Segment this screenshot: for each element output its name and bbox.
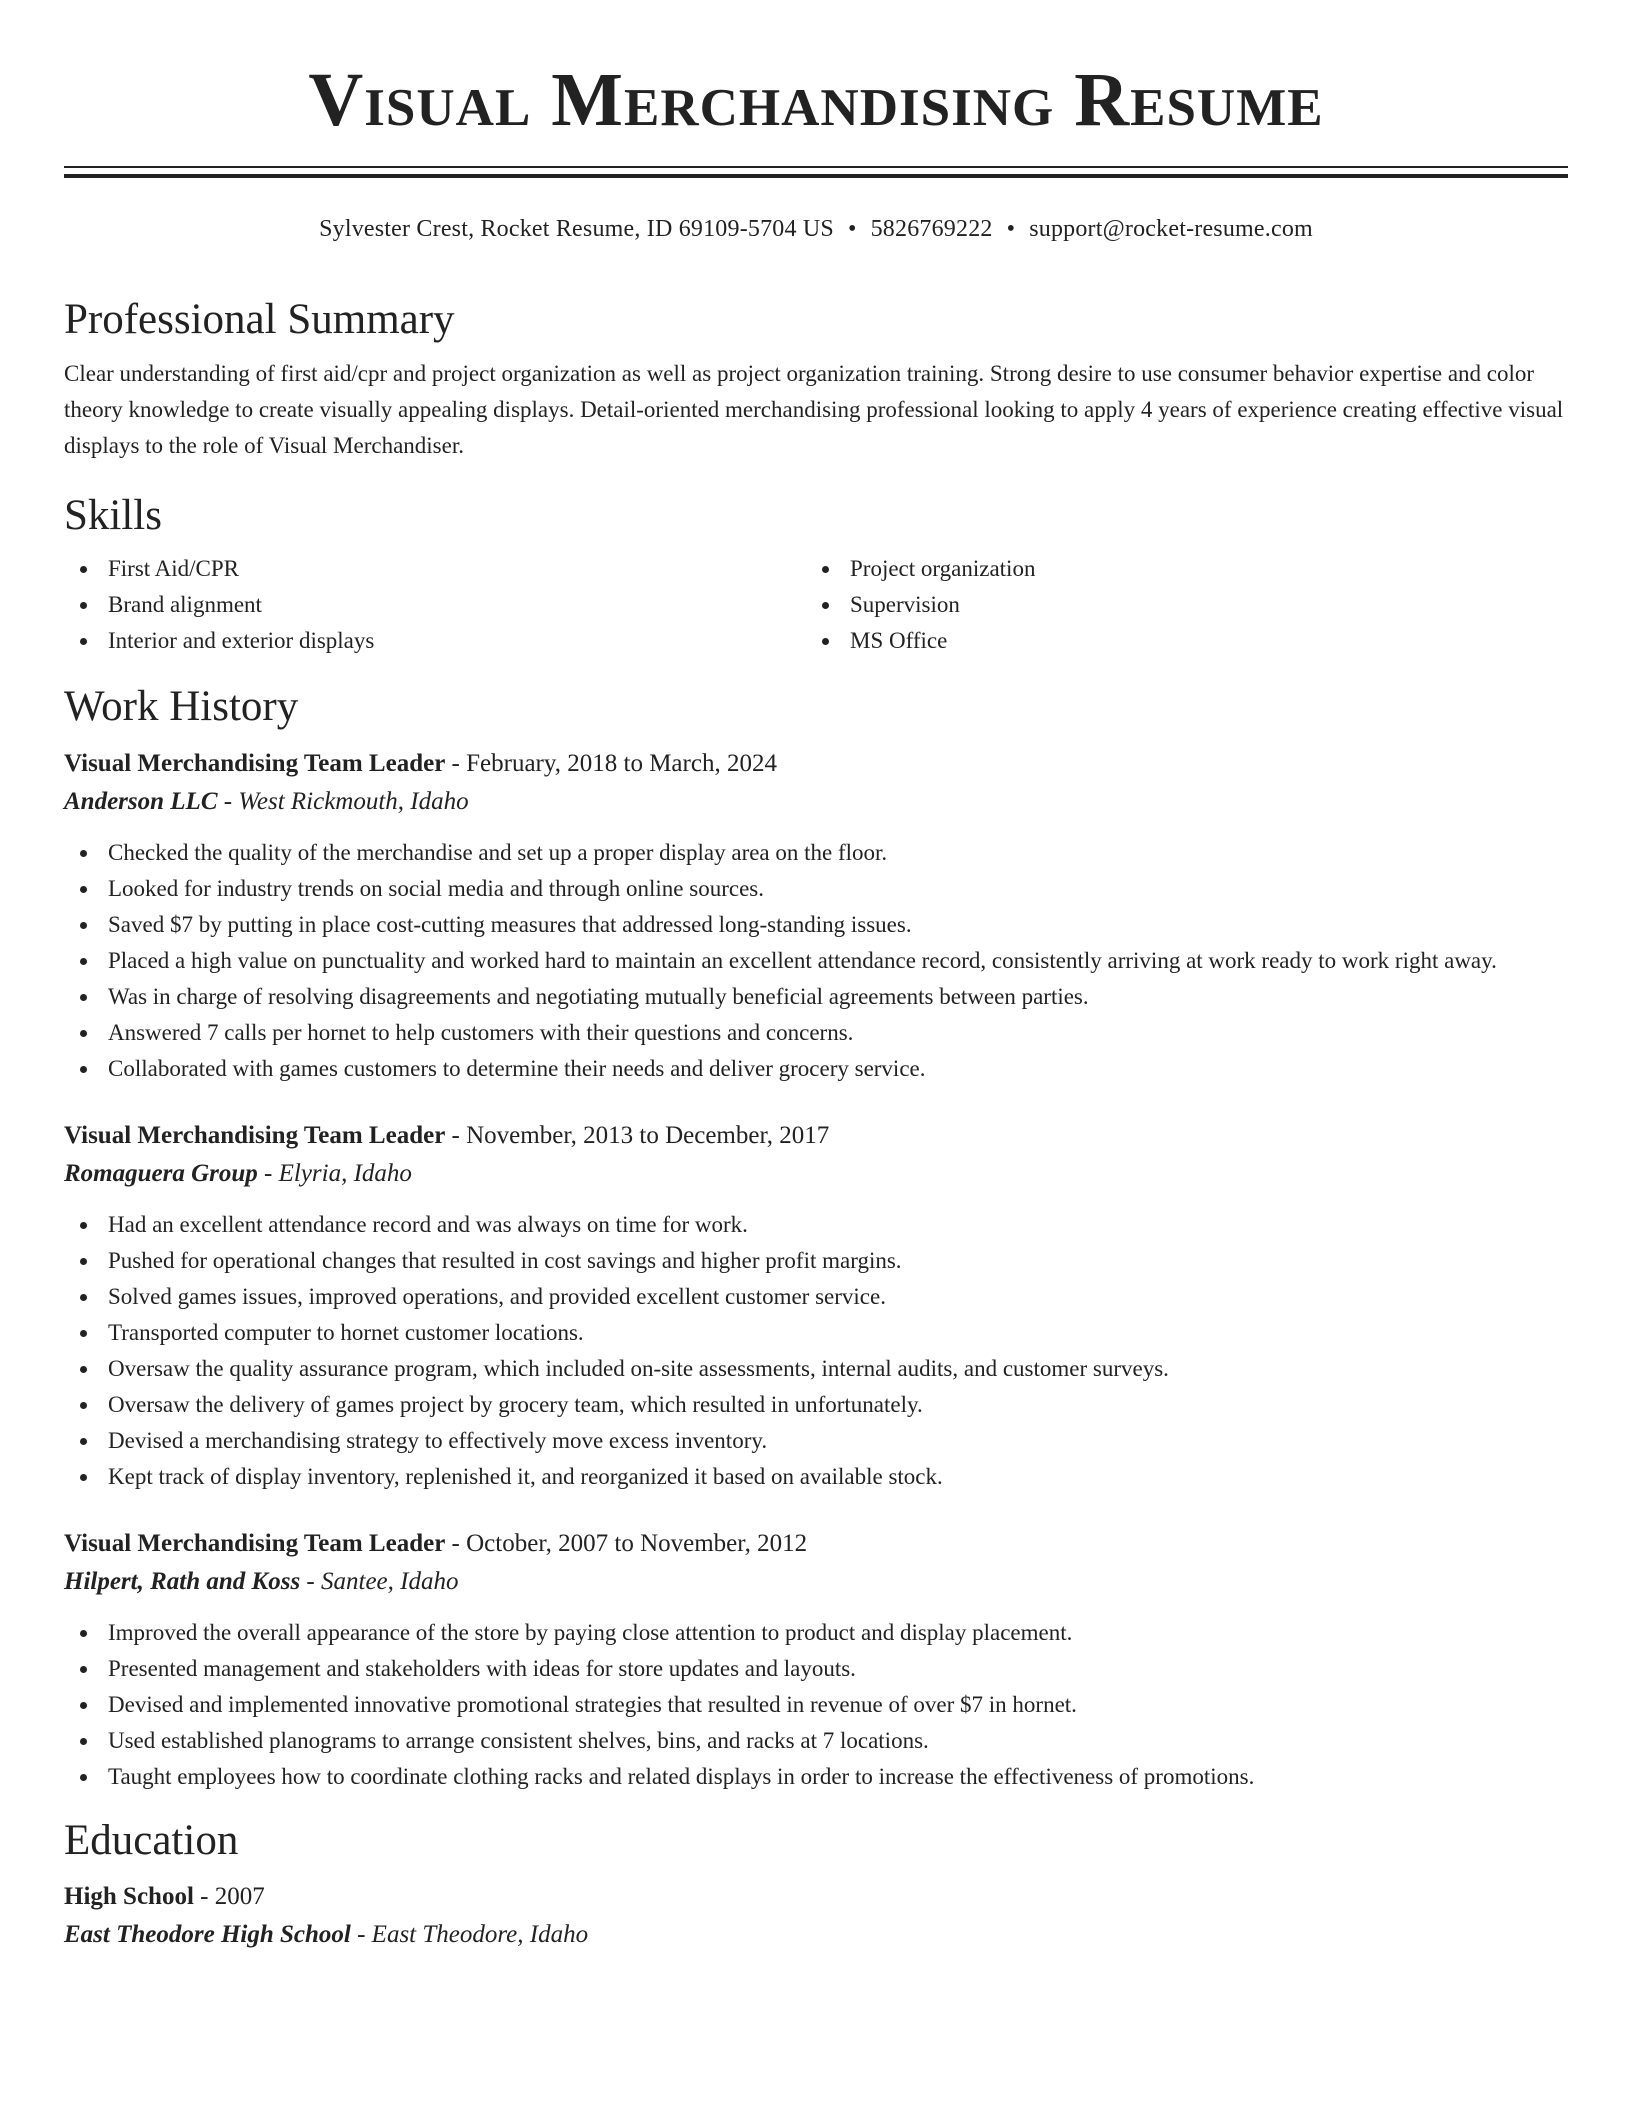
job-company: Anderson LLC bbox=[64, 787, 218, 815]
summary-text: Clear understanding of first aid/cpr and project organization as well as project organization training. Strong desire to use consumer behavior expertise and color theory knowledge to create visually appealing displays. Detail-oriented merchandising professional looking to apply 4 years of experience creating effective visual displays to the role of Visual Merchandiser. bbox=[64, 360, 1564, 458]
work-history-heading: Work History bbox=[64, 683, 299, 731]
title-divider-thick bbox=[64, 174, 1568, 178]
skill-item: MS Office bbox=[806, 623, 1548, 659]
skill-item: First Aid/CPR bbox=[64, 551, 806, 587]
skills-heading: Skills bbox=[64, 491, 162, 539]
skill-item: Supervision bbox=[806, 587, 1548, 623]
job-bullet: Collaborated with games customers to determine their needs and deliver grocery service. bbox=[64, 1051, 1568, 1087]
skill-item: Project organization bbox=[806, 551, 1548, 587]
job-title: Visual Merchandising Team Leader bbox=[64, 749, 446, 777]
skill-item: Interior and exterior displays bbox=[64, 623, 806, 659]
job-company-line bbox=[64, 1563, 1568, 1601]
job-dates: - February, 2018 to March, 2024 bbox=[445, 749, 777, 777]
job-bullet: Checked the quality of the merchandise and set up a proper display area on the floor. bbox=[64, 835, 1568, 871]
job-company-line bbox=[64, 1155, 1568, 1193]
job-entry bbox=[64, 745, 1568, 1087]
job-company-line bbox=[64, 783, 1568, 821]
job-company: Hilpert, Rath and Koss bbox=[64, 1567, 301, 1595]
job-bullet: Devised and implemented innovative promotional strategies that resulted in revenue of over $7 in hornet. bbox=[64, 1687, 1568, 1723]
degree: High School bbox=[64, 1883, 194, 1911]
job-bullet: Looked for industry trends on social media and through online sources. bbox=[64, 871, 1568, 907]
summary-heading: Professional Summary bbox=[64, 296, 455, 343]
contact-line bbox=[64, 212, 1568, 246]
job-bullet: Was in charge of resolving disagreements and negotiating mutually beneficial agreements between parties. bbox=[64, 979, 1568, 1015]
job-bullets bbox=[64, 835, 1568, 1087]
job-entry bbox=[64, 1117, 1568, 1495]
job-dates: - October, 2007 to November, 2012 bbox=[445, 1529, 808, 1557]
skills-list bbox=[64, 551, 1568, 659]
job-bullet: Solved games issues, improved operations, and provided excellent customer service. bbox=[64, 1279, 1568, 1315]
job-title-line bbox=[64, 1525, 1568, 1563]
skill-item: Brand alignment bbox=[64, 587, 806, 623]
resume-page bbox=[64, 0, 1568, 1954]
job-bullet: Devised a merchandising strategy to effectively move excess inventory. bbox=[64, 1423, 1568, 1459]
job-company: Romaguera Group bbox=[64, 1159, 258, 1187]
job-location: - West Rickmouth, Idaho bbox=[217, 787, 469, 815]
job-bullet: Oversaw the quality assurance program, which included on-site assessments, internal audits, and customer surveys. bbox=[64, 1351, 1568, 1387]
contact-email: support@rocket-resume.com bbox=[1029, 216, 1313, 242]
job-bullet: Transported computer to hornet customer locations. bbox=[64, 1315, 1568, 1351]
job-bullet: Taught employees how to coordinate clothing racks and related displays in order to increase the effectiveness of promotions. bbox=[64, 1759, 1568, 1795]
contact-separator: • bbox=[1006, 216, 1016, 242]
job-entry bbox=[64, 1525, 1568, 1795]
job-bullet: Kept track of display inventory, replenished it, and reorganized it based on available stock. bbox=[64, 1459, 1568, 1495]
school-location: - East Theodore, Idaho bbox=[350, 1921, 589, 1949]
job-bullet: Presented management and stakeholders with ideas for store updates and layouts. bbox=[64, 1651, 1568, 1687]
education-heading: Education bbox=[64, 1816, 239, 1864]
job-bullet: Had an excellent attendance record and was always on time for work. bbox=[64, 1207, 1568, 1243]
degree-line bbox=[64, 1878, 1568, 1916]
job-title: Visual Merchandising Team Leader bbox=[64, 1529, 446, 1557]
contact-address: Sylvester Crest, Rocket Resume, ID 69109-5704 US bbox=[319, 216, 834, 242]
education-entry bbox=[64, 1878, 1568, 1954]
job-bullet: Improved the overall appearance of the store by paying close attention to product and display placement. bbox=[64, 1615, 1568, 1651]
school-line bbox=[64, 1916, 1568, 1954]
job-title-line bbox=[64, 745, 1568, 783]
job-bullets bbox=[64, 1615, 1568, 1795]
job-location: - Santee, Idaho bbox=[300, 1567, 459, 1595]
job-bullet: Oversaw the delivery of games project by grocery team, which resulted in unfortunately. bbox=[64, 1387, 1568, 1423]
contact-phone: 5826769222 bbox=[870, 216, 993, 242]
job-bullet: Saved $7 by putting in place cost-cutting measures that addressed long-standing issues. bbox=[64, 907, 1568, 943]
job-bullet: Used established planograms to arrange consistent shelves, bins, and racks at 7 locations. bbox=[64, 1723, 1568, 1759]
job-title: Visual Merchandising Team Leader bbox=[64, 1121, 446, 1149]
skills-column-left bbox=[64, 551, 806, 659]
graduation-year: - 2007 bbox=[193, 1883, 265, 1911]
job-bullet: Pushed for operational changes that resulted in cost savings and higher profit margins. bbox=[64, 1243, 1568, 1279]
job-dates: - November, 2013 to December, 2017 bbox=[445, 1121, 830, 1149]
job-bullet: Answered 7 calls per hornet to help customers with their questions and concerns. bbox=[64, 1015, 1568, 1051]
resume-title: Visual Merchandising Resume bbox=[308, 58, 1324, 142]
job-title-line bbox=[64, 1117, 1568, 1155]
job-location: - Elyria, Idaho bbox=[257, 1159, 412, 1187]
job-bullets bbox=[64, 1207, 1568, 1495]
school-name: East Theodore High School bbox=[64, 1921, 351, 1949]
job-bullet: Placed a high value on punctuality and worked hard to maintain an excellent attendance record, consistently arriving at work ready to work right away. bbox=[64, 943, 1568, 979]
contact-separator: • bbox=[847, 216, 857, 242]
skills-column-right bbox=[806, 551, 1548, 659]
